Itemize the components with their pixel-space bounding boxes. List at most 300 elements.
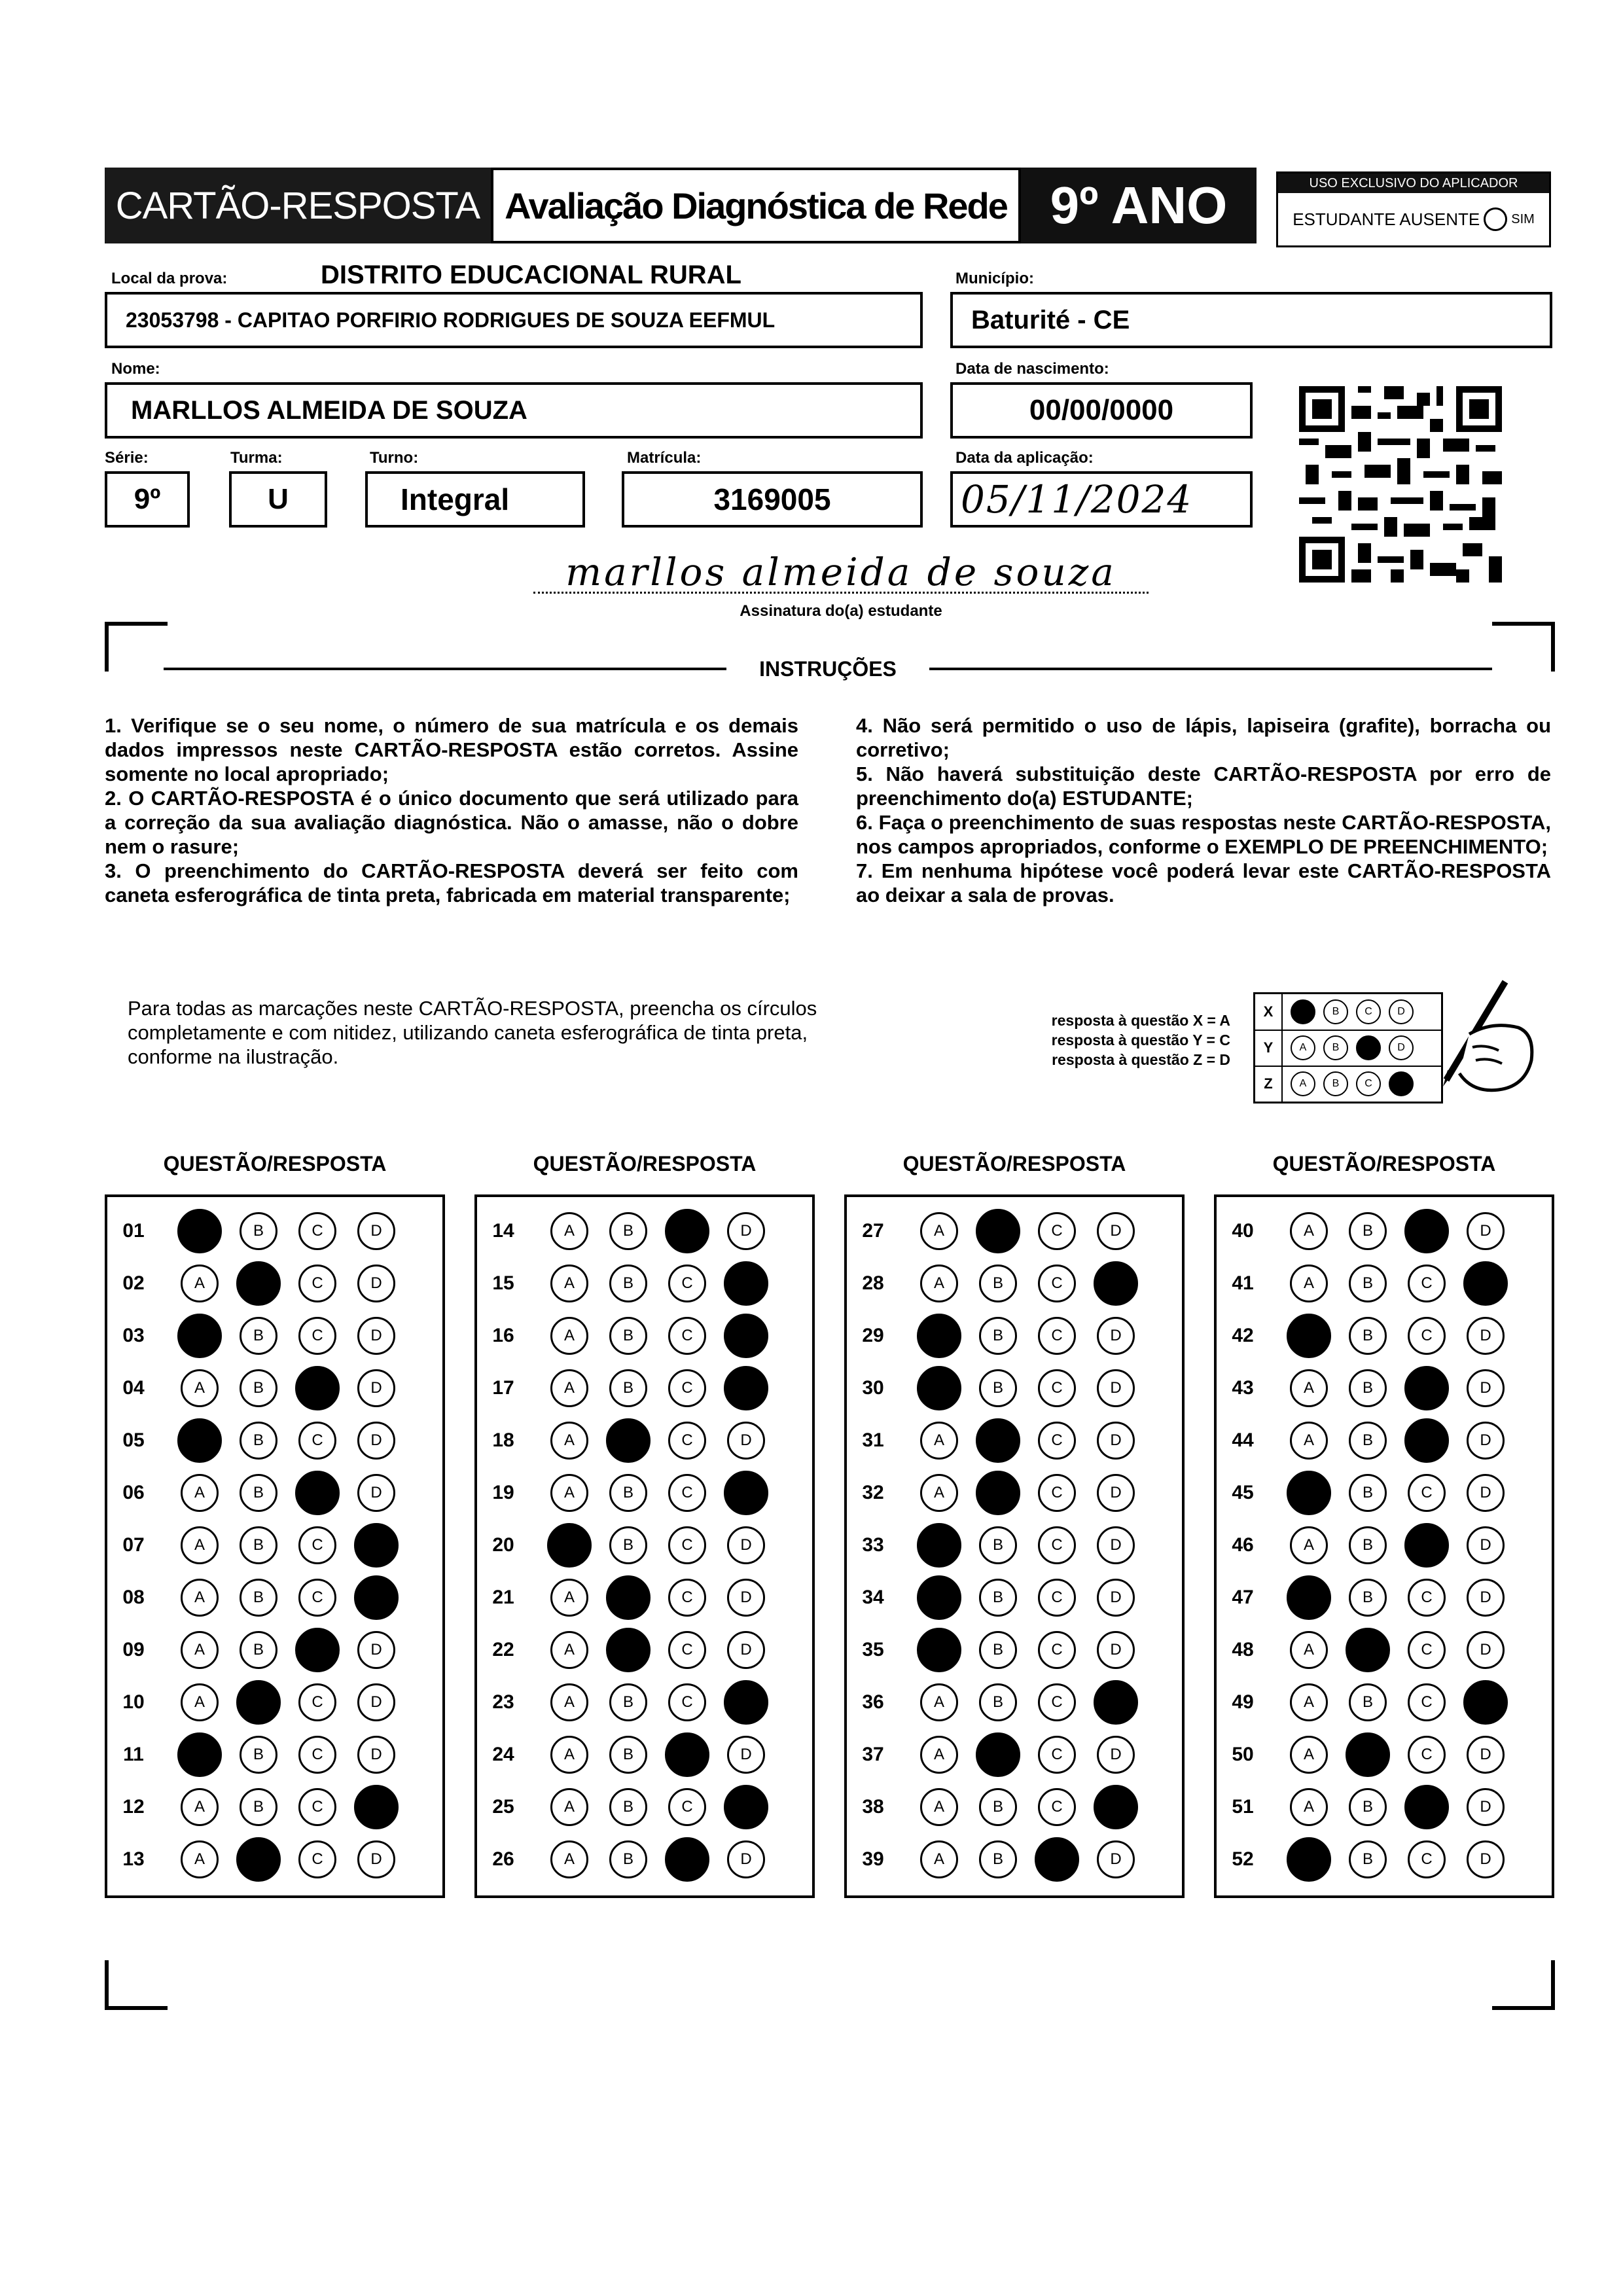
bubble-50-C[interactable]: C	[1408, 1736, 1446, 1774]
bubble-03-B[interactable]: B	[240, 1317, 277, 1355]
bubble-14-D[interactable]: D	[727, 1212, 765, 1250]
question-number: 52	[1232, 1848, 1254, 1870]
question-number: 37	[862, 1744, 884, 1765]
bubble-07-B[interactable]: B	[240, 1526, 277, 1564]
bubble-31-C[interactable]: C	[1038, 1422, 1076, 1460]
example-bubble-X-A	[1291, 999, 1315, 1024]
bubble-41-D[interactable]	[1463, 1261, 1508, 1306]
bubble-27-B[interactable]	[976, 1209, 1020, 1253]
bubble-30-B[interactable]: B	[979, 1369, 1017, 1407]
bubble-01-A[interactable]	[177, 1209, 222, 1253]
bubble-17-C[interactable]: C	[668, 1369, 706, 1407]
bubble-09-B[interactable]: B	[240, 1631, 277, 1669]
bubble-38-A[interactable]: A	[920, 1788, 958, 1826]
bubble-13-A[interactable]: A	[181, 1840, 219, 1878]
bubble-52-D[interactable]: D	[1467, 1840, 1505, 1878]
bubble-03-A[interactable]	[177, 1314, 222, 1358]
bubble-46-C[interactable]	[1404, 1523, 1449, 1568]
bubble-29-C[interactable]: C	[1038, 1317, 1076, 1355]
bubble-50-D[interactable]: D	[1467, 1736, 1505, 1774]
bubble-23-B[interactable]: B	[609, 1683, 647, 1721]
bubble-34-C[interactable]: C	[1038, 1579, 1076, 1617]
bubble-27-A[interactable]: A	[920, 1212, 958, 1250]
bubble-10-B[interactable]	[236, 1680, 281, 1725]
bubble-41-A[interactable]: A	[1290, 1265, 1328, 1302]
answer-row-13	[107, 1840, 442, 1879]
question-number: 38	[862, 1796, 884, 1818]
bubble-20-C[interactable]: C	[668, 1526, 706, 1564]
question-number: 29	[862, 1325, 884, 1346]
bubble-48-B[interactable]	[1346, 1628, 1390, 1672]
answer-row-01	[107, 1211, 442, 1251]
bubble-38-C[interactable]: C	[1038, 1788, 1076, 1826]
question-number: 43	[1232, 1377, 1254, 1399]
bubble-49-D[interactable]	[1463, 1680, 1508, 1725]
question-number: 03	[122, 1325, 145, 1346]
bubble-51-C[interactable]	[1404, 1785, 1449, 1829]
bubble-46-A[interactable]: A	[1290, 1526, 1328, 1564]
bubble-50-B[interactable]	[1346, 1732, 1390, 1777]
answer-row-52	[1217, 1840, 1552, 1879]
example-row-label: Z	[1255, 1066, 1283, 1102]
bubble-23-D[interactable]	[724, 1680, 768, 1725]
question-number: 18	[492, 1429, 514, 1451]
bubble-10-C[interactable]: C	[298, 1683, 336, 1721]
answer-row-45	[1217, 1473, 1552, 1513]
bubble-35-B[interactable]: B	[979, 1631, 1017, 1669]
column-header-4: QUESTÃO/RESPOSTA	[1272, 1152, 1496, 1175]
bubble-45-C[interactable]: C	[1408, 1474, 1446, 1512]
bubble-41-C[interactable]: C	[1408, 1265, 1446, 1302]
bubble-09-A[interactable]: A	[181, 1631, 219, 1669]
bubble-33-B[interactable]: B	[979, 1526, 1017, 1564]
question-number: 34	[862, 1587, 884, 1608]
bubble-40-C[interactable]	[1404, 1209, 1449, 1253]
bubble-36-B[interactable]: B	[979, 1683, 1017, 1721]
bubble-28-C[interactable]: C	[1038, 1265, 1076, 1302]
answer-row-26	[477, 1840, 812, 1879]
turma-field: U	[229, 471, 327, 528]
answer-row-44	[1217, 1421, 1552, 1460]
bubble-29-D[interactable]: D	[1097, 1317, 1135, 1355]
bubble-04-C[interactable]	[295, 1366, 340, 1410]
bubble-17-B[interactable]: B	[609, 1369, 647, 1407]
bubble-37-D[interactable]: D	[1097, 1736, 1135, 1774]
bubble-33-D[interactable]: D	[1097, 1526, 1135, 1564]
bubble-51-A[interactable]: A	[1290, 1788, 1328, 1826]
question-number: 25	[492, 1796, 514, 1818]
bubble-10-D[interactable]: D	[357, 1683, 395, 1721]
bubble-17-A[interactable]: A	[550, 1369, 588, 1407]
bubble-46-D[interactable]: D	[1467, 1526, 1505, 1564]
bubble-48-C[interactable]: C	[1408, 1631, 1446, 1669]
bubble-39-D[interactable]: D	[1097, 1840, 1135, 1878]
bubble-34-B[interactable]: B	[979, 1579, 1017, 1617]
bubble-48-D[interactable]: D	[1467, 1631, 1505, 1669]
absent-checkbox[interactable]	[1484, 207, 1507, 231]
answer-row-37	[847, 1735, 1182, 1774]
bubble-13-B[interactable]	[236, 1837, 281, 1882]
bubble-17-D[interactable]	[724, 1366, 768, 1410]
answer-row-34	[847, 1578, 1182, 1617]
bubble-12-B[interactable]: B	[240, 1788, 277, 1826]
bubble-51-B[interactable]: B	[1349, 1788, 1387, 1826]
bubble-33-C[interactable]: C	[1038, 1526, 1076, 1564]
bubble-40-D[interactable]: D	[1467, 1212, 1505, 1250]
bubble-11-B[interactable]: B	[240, 1736, 277, 1774]
bubble-45-A[interactable]	[1287, 1471, 1331, 1515]
bubble-18-B[interactable]	[606, 1418, 651, 1463]
example-bubble-X-B: B	[1323, 999, 1348, 1024]
bubble-39-C[interactable]	[1035, 1837, 1079, 1882]
bubble-29-A[interactable]	[917, 1314, 961, 1358]
answer-row-02	[107, 1264, 442, 1303]
bubble-05-C[interactable]: C	[298, 1422, 336, 1460]
bubble-30-D[interactable]: D	[1097, 1369, 1135, 1407]
bubble-47-D[interactable]: D	[1467, 1579, 1505, 1617]
bubble-11-D[interactable]: D	[357, 1736, 395, 1774]
bubble-36-D[interactable]	[1094, 1680, 1138, 1725]
bubble-43-C[interactable]	[1404, 1366, 1449, 1410]
example-bubble-X-D: D	[1389, 999, 1414, 1024]
bubble-49-B[interactable]: B	[1349, 1683, 1387, 1721]
question-number: 15	[492, 1272, 514, 1294]
example-bubble-Z-C: C	[1356, 1071, 1381, 1096]
bubble-06-D[interactable]: D	[357, 1474, 395, 1512]
bubble-39-B[interactable]: B	[979, 1840, 1017, 1878]
bubble-03-C[interactable]: C	[298, 1317, 336, 1355]
bubble-13-C[interactable]: C	[298, 1840, 336, 1878]
bubble-08-A[interactable]: A	[181, 1579, 219, 1617]
bubble-09-D[interactable]: D	[357, 1631, 395, 1669]
bubble-15-A[interactable]: A	[550, 1265, 588, 1302]
bubble-31-B[interactable]	[976, 1418, 1020, 1463]
bubble-52-C[interactable]: C	[1408, 1840, 1446, 1878]
bubble-10-A[interactable]: A	[181, 1683, 219, 1721]
bubble-14-B[interactable]: B	[609, 1212, 647, 1250]
bubble-35-C[interactable]: C	[1038, 1631, 1076, 1669]
bubble-23-A[interactable]: A	[550, 1683, 588, 1721]
bubble-21-C[interactable]: C	[668, 1579, 706, 1617]
question-number: 49	[1232, 1691, 1254, 1713]
bubble-15-B[interactable]: B	[609, 1265, 647, 1302]
instruction-1: 1. Verifique se o seu nome, o número de sua matrícula e os demais dados impressos neste CARTÃO-RESPOSTA estão corretos. Assine somente no local apropriado;	[105, 714, 798, 785]
bubble-14-A[interactable]: A	[550, 1212, 588, 1250]
bubble-01-C[interactable]: C	[298, 1212, 336, 1250]
bubble-01-D[interactable]: D	[357, 1212, 395, 1250]
bubble-50-A[interactable]: A	[1290, 1736, 1328, 1774]
bubble-20-D[interactable]: D	[727, 1526, 765, 1564]
bubble-16-D[interactable]	[724, 1314, 768, 1358]
question-number: 26	[492, 1848, 514, 1870]
bubble-31-A[interactable]: A	[920, 1422, 958, 1460]
bubble-27-C[interactable]: C	[1038, 1212, 1076, 1250]
bubble-37-B[interactable]	[976, 1732, 1020, 1777]
bubble-26-C[interactable]	[665, 1837, 709, 1882]
absent-label: ESTUDANTE AUSENTE	[1293, 209, 1480, 229]
nome-label: Nome:	[111, 360, 160, 378]
bubble-27-D[interactable]: D	[1097, 1212, 1135, 1250]
answer-row-41	[1217, 1264, 1552, 1303]
bubble-49-C[interactable]: C	[1408, 1683, 1446, 1721]
answer-row-20	[477, 1526, 812, 1565]
bubble-37-C[interactable]: C	[1038, 1736, 1076, 1774]
bubble-34-A[interactable]	[917, 1575, 961, 1620]
bubble-21-B[interactable]	[606, 1575, 651, 1620]
example-bubble-X-C: C	[1356, 999, 1381, 1024]
bubble-33-A[interactable]	[917, 1523, 961, 1568]
instruction-5: 5. Não haverá substituição deste CARTÃO-RESPOSTA por erro de preenchimento do(a) ESTUDANTE;	[856, 762, 1551, 810]
bubble-16-C[interactable]: C	[668, 1317, 706, 1355]
instruction-4: 4. Não será permitido o uso de lápis, lapiseira (grafite), borracha ou corretivo;	[856, 714, 1551, 761]
bubble-19-A[interactable]: A	[550, 1474, 588, 1512]
bubble-07-A[interactable]: A	[181, 1526, 219, 1564]
bubble-28-B[interactable]: B	[979, 1265, 1017, 1302]
bubble-15-D[interactable]	[724, 1261, 768, 1306]
bubble-06-C[interactable]	[295, 1471, 340, 1515]
answer-row-18	[477, 1421, 812, 1460]
bubble-09-C[interactable]	[295, 1628, 340, 1672]
answer-row-15	[477, 1264, 812, 1303]
aplicacao-field: 05/11/2024	[950, 471, 1253, 528]
bubble-48-A[interactable]: A	[1290, 1631, 1328, 1669]
answer-row-50	[1217, 1735, 1552, 1774]
bubble-46-B[interactable]: B	[1349, 1526, 1387, 1564]
bubble-35-A[interactable]	[917, 1628, 961, 1672]
question-number: 04	[122, 1377, 145, 1399]
column-header-3: QUESTÃO/RESPOSTA	[902, 1152, 1126, 1175]
bubble-45-D[interactable]: D	[1467, 1474, 1505, 1512]
serie-field: 9º	[105, 471, 190, 528]
bubble-16-B[interactable]: B	[609, 1317, 647, 1355]
bubble-06-B[interactable]: B	[240, 1474, 277, 1512]
bubble-07-C[interactable]: C	[298, 1526, 336, 1564]
legend-x: resposta à questão X = A	[1051, 1012, 1230, 1029]
bubble-38-B[interactable]: B	[979, 1788, 1017, 1826]
bubble-16-A[interactable]: A	[550, 1317, 588, 1355]
bubble-12-A[interactable]: A	[181, 1788, 219, 1826]
bubble-38-D[interactable]	[1094, 1785, 1138, 1829]
bubble-49-A[interactable]: A	[1290, 1683, 1328, 1721]
bubble-39-A[interactable]: A	[920, 1840, 958, 1878]
bubble-30-C[interactable]: C	[1038, 1369, 1076, 1407]
answer-row-42	[1217, 1316, 1552, 1355]
answer-row-46	[1217, 1526, 1552, 1565]
local-district: DISTRITO EDUCACIONAL RURAL	[321, 260, 741, 289]
bubble-36-A[interactable]: A	[920, 1683, 958, 1721]
bubble-07-D[interactable]	[354, 1523, 399, 1568]
bubble-37-A[interactable]: A	[920, 1736, 958, 1774]
bubble-40-B[interactable]: B	[1349, 1212, 1387, 1250]
bubble-02-C[interactable]: C	[298, 1265, 336, 1302]
bubble-18-D[interactable]: D	[727, 1422, 765, 1460]
answer-row-32	[847, 1473, 1182, 1513]
instruction-6: 6. Faça o preenchimento de suas respostas neste CARTÃO-RESPOSTA, nos campos apropriados, conforme o EXEMPLO DE PREENCHIMENTO;	[856, 811, 1551, 858]
bubble-08-D[interactable]	[354, 1575, 399, 1620]
bubble-44-C[interactable]	[1404, 1418, 1449, 1463]
bubble-23-C[interactable]: C	[668, 1683, 706, 1721]
question-number: 51	[1232, 1796, 1254, 1818]
bubble-26-A[interactable]: A	[550, 1840, 588, 1878]
signature: marllos almeida de souza	[565, 550, 1116, 594]
bubble-03-D[interactable]: D	[357, 1317, 395, 1355]
question-number: 07	[122, 1534, 145, 1556]
answer-row-19	[477, 1473, 812, 1513]
answer-row-14	[477, 1211, 812, 1251]
corner-mark-top-left	[105, 622, 168, 672]
bubble-22-C[interactable]: C	[668, 1631, 706, 1669]
bubble-22-B[interactable]	[606, 1628, 651, 1672]
example-bubble-Y-D: D	[1389, 1035, 1414, 1060]
bubble-12-D[interactable]	[354, 1785, 399, 1829]
bubble-24-D[interactable]: D	[727, 1736, 765, 1774]
answer-column-3	[844, 1194, 1185, 1898]
divider-right	[929, 668, 1492, 670]
bubble-05-D[interactable]: D	[357, 1422, 395, 1460]
bubble-20-A[interactable]	[547, 1523, 592, 1568]
bubble-04-D[interactable]: D	[357, 1369, 395, 1407]
column-header-1: QUESTÃO/RESPOSTA	[163, 1152, 387, 1175]
bubble-43-D[interactable]: D	[1467, 1369, 1505, 1407]
example-text: Para todas as marcações neste CARTÃO-RESPOSTA, preencha os círculos completamente e com nitidez, utilizando caneta esferográfica de tinta preta, conforme na ilustração.	[128, 997, 817, 1068]
bubble-20-B[interactable]: B	[609, 1526, 647, 1564]
bubble-52-A[interactable]	[1287, 1837, 1331, 1882]
question-number: 19	[492, 1482, 514, 1503]
legend-z: resposta à questão Z = D	[1052, 1051, 1230, 1068]
bubble-26-D[interactable]: D	[727, 1840, 765, 1878]
turno-label: Turno:	[370, 449, 419, 467]
bubble-19-B[interactable]: B	[609, 1474, 647, 1512]
bubble-05-A[interactable]	[177, 1418, 222, 1463]
bubble-41-B[interactable]: B	[1349, 1265, 1387, 1302]
answer-row-51	[1217, 1787, 1552, 1827]
bubble-13-D[interactable]: D	[357, 1840, 395, 1878]
answer-row-47	[1217, 1578, 1552, 1617]
answer-row-23	[477, 1683, 812, 1722]
bubble-21-D[interactable]: D	[727, 1579, 765, 1617]
bubble-45-B[interactable]: B	[1349, 1474, 1387, 1512]
bubble-43-A[interactable]: A	[1290, 1369, 1328, 1407]
turno-field: Integral	[365, 471, 585, 528]
bubble-52-B[interactable]: B	[1349, 1840, 1387, 1878]
bubble-25-C[interactable]: C	[668, 1788, 706, 1826]
bubble-14-C[interactable]	[665, 1209, 709, 1253]
applicator-box	[1276, 171, 1551, 247]
question-number: 39	[862, 1848, 884, 1870]
answer-row-09	[107, 1630, 442, 1670]
bubble-44-A[interactable]: A	[1290, 1422, 1328, 1460]
bubble-11-C[interactable]: C	[298, 1736, 336, 1774]
bubble-28-A[interactable]: A	[920, 1265, 958, 1302]
answer-row-05	[107, 1421, 442, 1460]
bubble-42-D[interactable]: D	[1467, 1317, 1505, 1355]
example-bubble-Z-A: A	[1291, 1071, 1315, 1096]
bubble-12-C[interactable]: C	[298, 1788, 336, 1826]
answer-column-4	[1214, 1194, 1554, 1898]
bubble-04-B[interactable]: B	[240, 1369, 277, 1407]
bubble-28-D[interactable]	[1094, 1261, 1138, 1306]
bubble-02-A[interactable]: A	[181, 1265, 219, 1302]
column-header-2: QUESTÃO/RESPOSTA	[533, 1152, 757, 1175]
instructions-left	[105, 713, 798, 907]
instruction-7: 7. Em nenhuma hipótese você poderá levar este CARTÃO-RESPOSTA ao deixar a sala de provas.	[856, 859, 1551, 906]
bubble-24-B[interactable]: B	[609, 1736, 647, 1774]
answer-row-11	[107, 1735, 442, 1774]
bubble-42-B[interactable]: B	[1349, 1317, 1387, 1355]
bubble-24-A[interactable]: A	[550, 1736, 588, 1774]
bubble-15-C[interactable]: C	[668, 1265, 706, 1302]
bubble-42-C[interactable]: C	[1408, 1317, 1446, 1355]
bubble-31-D[interactable]: D	[1097, 1422, 1135, 1460]
bubble-24-C[interactable]	[665, 1732, 709, 1777]
question-number: 12	[122, 1796, 145, 1818]
bubble-51-D[interactable]: D	[1467, 1788, 1505, 1826]
bubble-25-A[interactable]: A	[550, 1788, 588, 1826]
bubble-25-B[interactable]: B	[609, 1788, 647, 1826]
bubble-47-C[interactable]: C	[1408, 1579, 1446, 1617]
bubble-44-B[interactable]: B	[1349, 1422, 1387, 1460]
bubble-32-B[interactable]	[976, 1471, 1020, 1515]
bubble-40-A[interactable]: A	[1290, 1212, 1328, 1250]
bubble-11-A[interactable]	[177, 1732, 222, 1777]
bubble-47-A[interactable]	[1287, 1575, 1331, 1620]
bubble-04-A[interactable]: A	[181, 1369, 219, 1407]
bubble-21-A[interactable]: A	[550, 1579, 588, 1617]
bubble-01-B[interactable]: B	[240, 1212, 277, 1250]
bubble-22-D[interactable]: D	[727, 1631, 765, 1669]
answer-row-28	[847, 1264, 1182, 1303]
bubble-32-A[interactable]: A	[920, 1474, 958, 1512]
bubble-30-A[interactable]	[917, 1366, 961, 1410]
bubble-02-B[interactable]	[236, 1261, 281, 1306]
bubble-06-A[interactable]: A	[181, 1474, 219, 1512]
bubble-05-B[interactable]: B	[240, 1422, 277, 1460]
bubble-35-D[interactable]: D	[1097, 1631, 1135, 1669]
bubble-29-B[interactable]: B	[979, 1317, 1017, 1355]
matricula-field: 3169005	[622, 471, 923, 528]
bubble-42-A[interactable]	[1287, 1314, 1331, 1358]
bubble-22-A[interactable]: A	[550, 1631, 588, 1669]
bubble-47-B[interactable]: B	[1349, 1579, 1387, 1617]
bubble-19-C[interactable]: C	[668, 1474, 706, 1512]
bubble-19-D[interactable]	[724, 1471, 768, 1515]
bubble-26-B[interactable]: B	[609, 1840, 647, 1878]
question-number: 35	[862, 1639, 884, 1660]
bubble-43-B[interactable]: B	[1349, 1369, 1387, 1407]
bubble-02-D[interactable]: D	[357, 1265, 395, 1302]
bubble-18-C[interactable]: C	[668, 1422, 706, 1460]
answer-row-30	[847, 1369, 1182, 1408]
answer-row-49	[1217, 1683, 1552, 1722]
bubble-18-A[interactable]: A	[550, 1422, 588, 1460]
bubble-32-D[interactable]: D	[1097, 1474, 1135, 1512]
example-bubble-Y-C	[1356, 1035, 1381, 1060]
bubble-25-D[interactable]	[724, 1785, 768, 1829]
bubble-08-C[interactable]: C	[298, 1579, 336, 1617]
bubble-32-C[interactable]: C	[1038, 1474, 1076, 1512]
answer-row-16	[477, 1316, 812, 1355]
divider-left	[164, 668, 726, 670]
question-number: 31	[862, 1429, 884, 1451]
bubble-44-D[interactable]: D	[1467, 1422, 1505, 1460]
bubble-34-D[interactable]: D	[1097, 1579, 1135, 1617]
bubble-08-B[interactable]: B	[240, 1579, 277, 1617]
qr-code-icon	[1299, 386, 1502, 583]
answer-row-25	[477, 1787, 812, 1827]
bubble-36-C[interactable]: C	[1038, 1683, 1076, 1721]
answer-row-03	[107, 1316, 442, 1355]
question-number: 11	[123, 1744, 144, 1765]
